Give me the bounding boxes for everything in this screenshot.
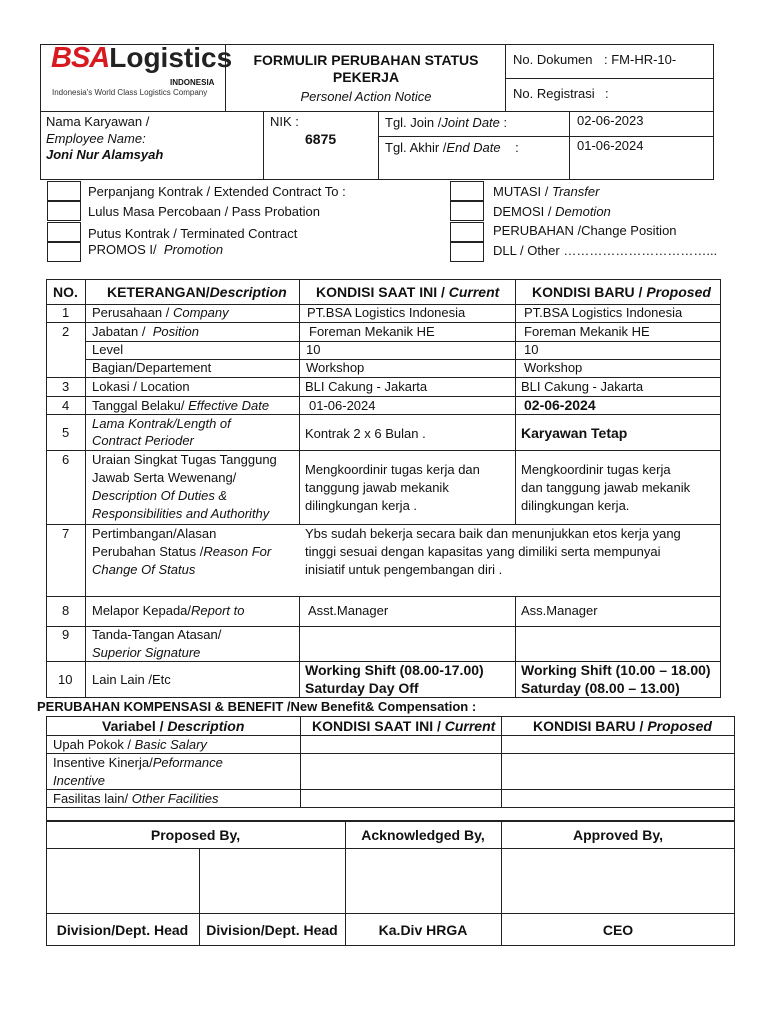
form-title: FORMULIR PERUBAHAN STATUS PEKERJA [253, 52, 479, 85]
other-checkbox[interactable] [450, 242, 484, 262]
row-description: Lama Kontrak/Length of [92, 416, 231, 431]
row-number: 4 [62, 398, 70, 413]
row-current: Saturday Day Off [305, 680, 419, 696]
transfer-label: MUTASI / Transfer [493, 184, 600, 199]
reg-number-value: : [605, 86, 609, 101]
row-proposed: Foreman Mekanik HE [524, 324, 650, 339]
proposed-by-label: Proposed By, [150, 827, 241, 843]
transfer-checkbox[interactable] [450, 181, 484, 201]
terminated-contract-checkbox[interactable] [47, 222, 81, 242]
row-proposed: Ass.Manager [521, 603, 598, 618]
doc-number-label: No. Dokumen [513, 52, 593, 67]
row-description: Perubahan Status /Reason For [92, 544, 272, 559]
form-subtitle: Personel Action Notice [300, 89, 432, 104]
row-current: Mengkoordinir tugas kerja dan [305, 462, 480, 477]
row-number: 8 [62, 603, 70, 618]
column-header-no: NO. [53, 284, 78, 300]
signature-field-proposer-2[interactable] [200, 849, 345, 913]
nik-value: 6875 [305, 131, 337, 147]
other-facilities-label: Fasilitas lain/ Other Facilities [53, 791, 219, 806]
extended-contract-checkbox[interactable] [47, 181, 81, 201]
change-position-checkbox[interactable] [450, 222, 484, 242]
row-current: 10 [306, 342, 321, 357]
row-description: Tanggal Belaku/ Effective Date [92, 398, 270, 413]
column-header-proposed: KONDISI BARU / Proposed [532, 284, 711, 300]
logo-bsa: BSA [51, 42, 110, 74]
row-description: Lokasi / Location [92, 379, 190, 394]
logo-tagline: Indonesia's World Class Logistics Company [52, 88, 208, 97]
comp-header-proposed: KONDISI BARU / Proposed [533, 718, 712, 734]
pass-probation-checkbox[interactable] [47, 201, 81, 221]
reason-text: Ybs sudah bekerja secara baik dan menunjukkan etos kerja yang [305, 526, 681, 541]
signatory-division-head-2: Division/Dept. Head [206, 922, 338, 938]
comp-header-current: KONDISI SAAT INI / Current [312, 718, 496, 734]
approved-by-label: Approved By, [573, 827, 663, 843]
row-description: Contract Perioder [92, 433, 194, 448]
signature-field-approver[interactable] [502, 849, 734, 913]
reason-text: inisiatif untuk pengembangan diri . [305, 562, 503, 577]
row-description: Jawab Serta Wewenang/ [92, 470, 237, 485]
row-description: Lain Lain /Etc [92, 672, 171, 687]
compensation-title: PERUBAHAN KOMPENSASI & BENEFIT /New Benefit& Compensation : [37, 699, 477, 714]
row-number: 9 [62, 627, 70, 642]
row-current: Kontrak 2 x 6 Bulan . [305, 426, 426, 441]
row-proposed: 02-06-2024 [524, 397, 596, 413]
join-date-label: Tgl. Join /Joint Date : [385, 115, 508, 130]
employee-name-label: Nama Karyawan / [46, 114, 150, 129]
terminated-contract-label: Putus Kontrak / Terminated Contract [88, 226, 298, 241]
row-current: Working Shift (08.00-17.00) [305, 662, 484, 678]
row-description: Perusahaan / Company [92, 305, 229, 320]
row-number: 7 [62, 526, 70, 541]
other-label: DLL / Other ……………………………... [493, 243, 718, 258]
pass-probation-label: Lulus Masa Percobaan / Pass Probation [88, 204, 320, 219]
row-description: Level [92, 342, 124, 357]
row-proposed: Saturday (08.00 – 13.00) [521, 680, 680, 696]
row-current: 01-06-2024 [309, 398, 376, 413]
row-proposed: PT.BSA Logistics Indonesia [524, 305, 683, 320]
row-description: Change Of Status [92, 562, 196, 577]
row-proposed: Working Shift (10.00 – 18.00) [521, 662, 711, 678]
row-current: PT.BSA Logistics Indonesia [307, 305, 466, 320]
change-position-label: PERUBAHAN /Change Position [493, 223, 677, 238]
comp-header-variable: Variabel / Description [102, 718, 245, 734]
signature-field-acknowledger[interactable] [346, 849, 501, 913]
reason-text: tinggi sesuai dengan kapasitas yang dimiliki serta mempunyai [305, 544, 661, 559]
end-date-label: Tgl. Akhir /End Date : [385, 140, 519, 155]
logo-indonesia: INDONESIA [170, 78, 215, 87]
row-number: 3 [62, 379, 70, 394]
row-current: tanggung jawab mekanik [305, 480, 449, 495]
row-proposed: Workshop [524, 360, 583, 375]
doc-number-value: : FM-HR-10- [604, 52, 677, 67]
superior-signature-proposed[interactable] [516, 627, 720, 661]
row-number: 6 [62, 452, 70, 467]
performance-incentive-label: Insentive Kinerja/Peformance [53, 755, 223, 770]
row-description: Pertimbangan/Alasan [92, 526, 217, 541]
row-description: Responsibilities and Authorithy [92, 506, 270, 521]
row-current: Foreman Mekanik HE [309, 324, 435, 339]
row-proposed: dilingkungan kerja. [521, 498, 630, 513]
column-header-current: KONDISI SAAT INI / Current [316, 284, 500, 300]
superior-signature-current[interactable] [300, 627, 515, 661]
row-current: dilingkungan kerja . [305, 498, 418, 513]
row-description: Superior Signature [92, 645, 201, 660]
column-header-description: KETERANGAN/Description [107, 284, 287, 300]
row-proposed: Mengkoordinir tugas kerja [521, 462, 671, 477]
row-description: Uraian Singkat Tugas Tanggung [92, 452, 277, 467]
demotion-checkbox[interactable] [450, 201, 484, 221]
end-date-value: 01-06-2024 [577, 138, 644, 153]
row-number: 10 [58, 672, 73, 687]
signatory-division-head-1: Division/Dept. Head [56, 922, 189, 938]
row-current: Workshop [306, 360, 365, 375]
employee-name-value: Joni Nur Alamsyah [46, 147, 164, 162]
row-current: Asst.Manager [308, 603, 389, 618]
signature-field-proposer[interactable] [47, 849, 199, 913]
row-proposed: 10 [524, 342, 539, 357]
employee-name-label-en: Employee Name: [46, 131, 146, 146]
row-proposed: BLI Cakung - Jakarta [521, 379, 644, 394]
basic-salary-label: Upah Pokok / Basic Salary [53, 737, 207, 752]
row-number: 5 [62, 425, 70, 440]
signatory-ceo: CEO [602, 922, 634, 938]
promotion-label: PROMOS I/ Promotion [88, 242, 224, 257]
row-proposed: Karyawan Tetap [521, 425, 628, 441]
demotion-label: DEMOSI / Demotion [493, 204, 611, 219]
extended-contract-label: Perpanjang Kontrak / Extended Contract To : [88, 184, 346, 199]
join-date-value: 02-06-2023 [577, 113, 644, 128]
acknowledged-by-label: Acknowledged By, [361, 827, 485, 843]
row-number: 2 [62, 324, 70, 339]
promotion-checkbox[interactable] [47, 242, 81, 262]
logo-logistics: Logistics [109, 42, 233, 73]
row-proposed: dan tanggung jawab mekanik [521, 480, 691, 495]
row-description: Bagian/Departement [92, 360, 212, 375]
row-description: Description Of Duties & [92, 488, 228, 503]
reg-number-label: No. Registrasi [513, 86, 595, 101]
signatory-kadiv-hrga: Ka.Div HRGA [378, 922, 468, 938]
row-description: Melapor Kepada/Report to [92, 603, 245, 618]
row-current: BLI Cakung - Jakarta [305, 379, 428, 394]
performance-incentive-label-2: Incentive [53, 773, 106, 788]
row-description: Jabatan / Position [92, 324, 199, 339]
nik-label: NIK : [270, 114, 299, 129]
row-number: 1 [62, 305, 70, 320]
row-description: Tanda-Tangan Atasan/ [92, 627, 222, 642]
